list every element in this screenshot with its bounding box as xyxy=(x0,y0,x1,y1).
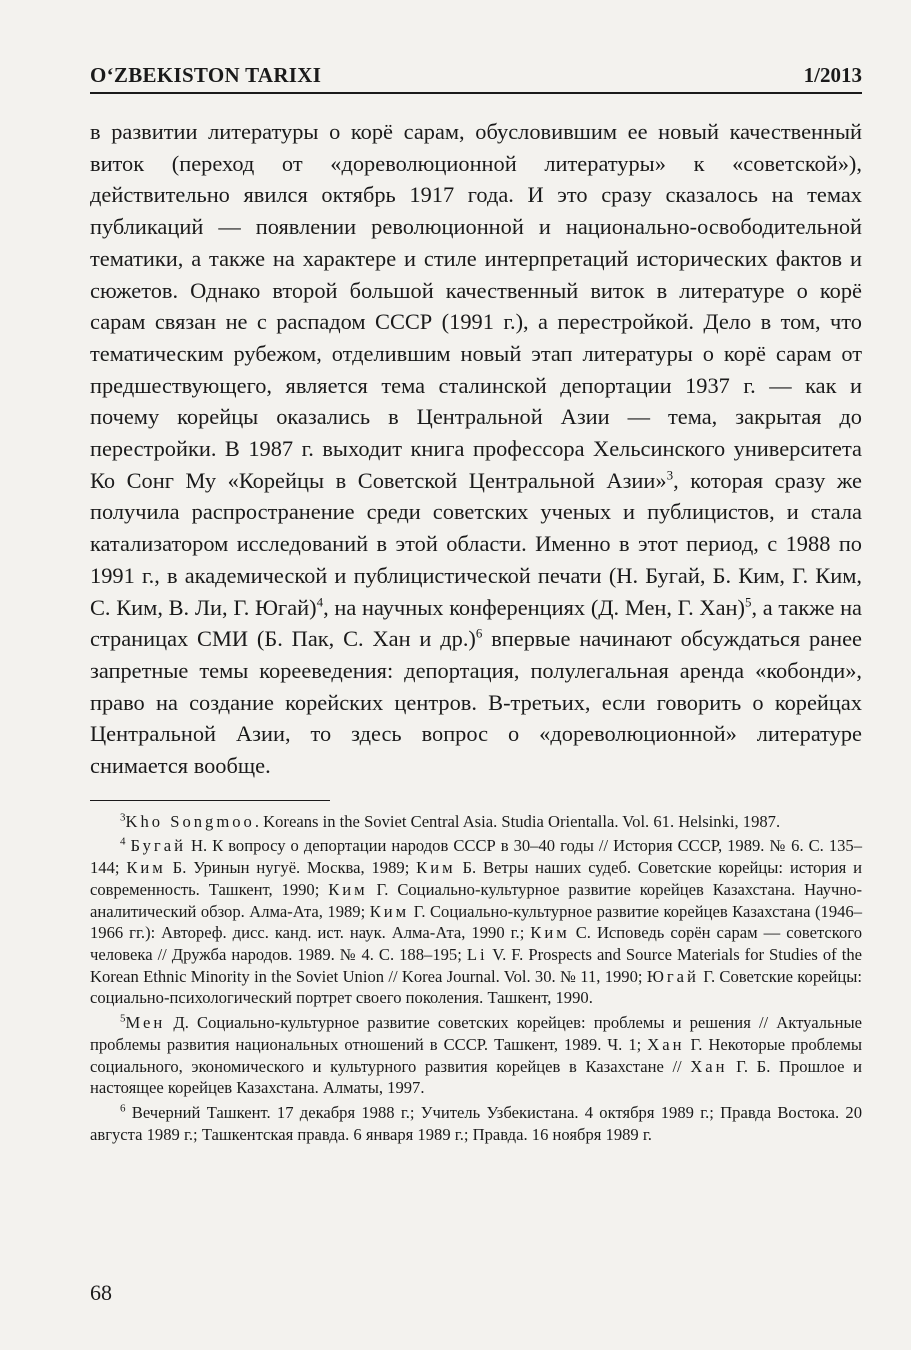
footnote-ref: 3 xyxy=(666,467,674,483)
footnote-author: Мен xyxy=(125,1013,166,1033)
footnote-author: Югай xyxy=(646,966,699,986)
footnote-text: Г. Социально-культурное развитие корейцев Казахстана. Научно-аналитический обзор. Алма-Ата, 1989; xyxy=(90,879,862,921)
body-text-part: , на научных конференциях (Д. Мен, Г. Хан) xyxy=(323,594,745,620)
body-text-part: в развитии литературы о корё сарам, обусловившим ее новый качественный виток (переход от «дореволюционной литературы» к «советской»), действительно явился октябрь 1917 года. И это сразу сказалось на темах публикаций — появлении революционной и национально-освободительной тематики, а также на характере и стиле интерпретаций исторических фактов и сюжетов. Однако второй большой качественный виток в литературе о корё сарам связан не с распадом СССР (1991 г.), а перестройкой. Дело в том, что тематическим рубежом, отделившим новый этап литературы о корё сарам от предшествующего, является тема сталинской депортации 1937 г. — как и почему корейцы оказались в Центральной Азии — тема, закрытая до перестройки. В 1987 г. выходит книга профессора Хельсинского университета Ко Сонг Му «Корейцы в Советской Центральной Азии» xyxy=(90,119,862,493)
footnote-text: Б. Ветры наших судеб. Советские корейцы: история и современность. Ташкент, 1990; xyxy=(90,858,862,899)
issue-number: 1/2013 xyxy=(803,63,862,87)
body-text-part: впервые начинают обсуждаться ранее запретные темы корееведения: депортация, полулегальная аренда «кобонди», право на создание корейских центров. В-третьих, если говорить о корейцах Центральной Азии, то здесь вопрос о «дореволюционной» литературе снимается вообще. xyxy=(90,626,862,779)
footnote-text: Г. Некоторые проблемы социального, экономического и культурного развития корейцев в Казахстане // xyxy=(90,1034,862,1076)
footnote-4 xyxy=(90,835,862,1009)
footnote-text: Г. Б. Прошлое и настоящее корейцев Казахстана. Алматы, 1997. xyxy=(90,1056,862,1098)
footnote-text: V. F. Prospects and Source Materials for Studies of the Korean Ethnic Minority in the Soviet Union // Korea Journal. Vol. 30. № 11, 1990; xyxy=(90,944,862,986)
footnote-author: Ким xyxy=(328,879,368,899)
page-number: 68 xyxy=(90,1280,112,1305)
footnote-author: Ким xyxy=(126,858,166,878)
footnote-author: Li xyxy=(466,944,488,964)
footnote-text: Г. Социально-культурное развитие корейцев Казахстана (1946–1966 гг.): Автореф. дисс. канд. ист. наук. Алма-Ата, 1990 г.; xyxy=(90,901,863,943)
journal-title: O‘ZBEKISTON TARIXI xyxy=(90,63,322,87)
footnote-author: Бугай xyxy=(130,836,186,856)
footnotes xyxy=(90,811,862,1146)
footnote-5 xyxy=(90,1012,862,1099)
footnote-text: . Koreans in the Soviet Central Asia. Studia Orientalla. Vol. 61. Helsinki, 1987. xyxy=(254,811,781,831)
footnote-text: Вечерний Ташкент. 17 декабря 1988 г.; Учитель Узбекистана. 4 октября 1989 г.; Правда Востока. 20 августа 1989 г.; Ташкентская правда. 6 января 1989 г.; Правда. 16 ноября 1989 г. xyxy=(90,1102,862,1144)
footnote-author: Хан xyxy=(647,1034,685,1054)
footnote-number: 5 xyxy=(120,1012,126,1025)
footnote-3 xyxy=(90,811,862,833)
footnote-divider xyxy=(90,800,330,801)
footnote-author: Kho Songmoo xyxy=(125,811,255,831)
footnote-number: 6 xyxy=(120,1102,126,1115)
footnote-text: С. Исповедь сорён сарам — советского человека // Дружба народов. 1989. № 4. С. 188–195; xyxy=(90,923,862,964)
page xyxy=(90,58,862,1148)
footnote-6 xyxy=(90,1102,862,1145)
footnote-author: Ким xyxy=(369,901,410,921)
running-header xyxy=(90,58,862,94)
footnote-number: 4 xyxy=(120,835,126,848)
footnote-text: Г. Советские корейцы: социально-психологический портрет своего поколения. Ташкент, 1990. xyxy=(90,966,862,1008)
footnote-ref: 4 xyxy=(316,594,324,610)
main-paragraph xyxy=(90,116,862,782)
footnote-author: Ким xyxy=(416,858,456,878)
body-text-part: , которая сразу же получила распространение среди советских ученых и публицистов, и стала катализатором исследований в этой области. Именно в этот период, с 1988 по 1991 г., в академической и публицистической печати (Н. Бугай, Б. Ким, Г. Ким, С. Ким, В. Ли, Г. Югай) xyxy=(90,467,862,620)
footnote-number: 3 xyxy=(120,811,126,824)
footnote-text: Б. Уринын нугуё. Москва, 1989; xyxy=(165,858,417,878)
footnote-text: Н. К вопросу о депортации народов СССР в 30–40 годы // История СССР, 1989. № 6. С. 135–144; xyxy=(90,836,863,878)
footnote-ref: 5 xyxy=(744,594,752,610)
footnote-ref: 6 xyxy=(475,625,483,641)
footnote-author: Хан xyxy=(690,1056,728,1076)
body-text-part: , а также на страницах СМИ (Б. Пак, С. Хан и др.) xyxy=(90,594,862,652)
footnote-author: Ким xyxy=(530,923,570,943)
footnote-text: Д. Социально-культурное развитие советских корейцев: проблемы и решения // Актуальные проблемы развития национальных отношений в СССР. Ташкент, 1989. Ч. 1; xyxy=(90,1013,862,1054)
